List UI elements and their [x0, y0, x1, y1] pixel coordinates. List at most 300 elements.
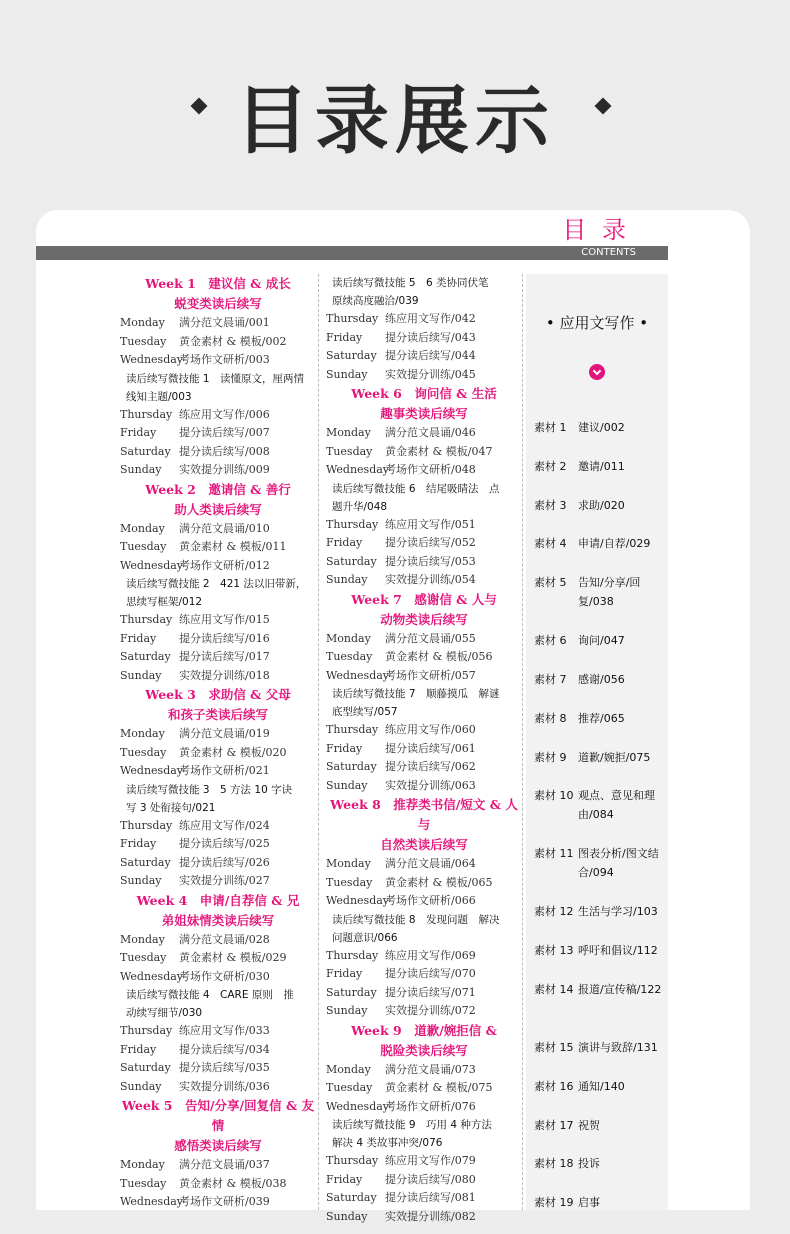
day-task: 黄金素材 & 模板/075 — [385, 1081, 493, 1094]
material-entry — [534, 1154, 664, 1173]
day-entry — [120, 351, 316, 370]
day-task: 实效提分训练/036 — [179, 1079, 270, 1093]
material-number: 素材 13 — [534, 944, 574, 958]
skill-label: 读后续写微技能 1 — [126, 372, 210, 385]
skill-line — [126, 781, 316, 799]
contents-title: 目 录 — [562, 216, 630, 244]
day-entry — [326, 443, 522, 462]
day-task: 提分读后续写/043 — [385, 330, 476, 344]
day-name: Saturday — [120, 650, 171, 663]
day-entry — [326, 965, 522, 984]
material-topic: 启事 — [578, 1196, 600, 1210]
material-topic: 感谢/056 — [578, 673, 625, 686]
material-topic: 报道/宣传稿/122 — [578, 983, 662, 996]
day-task: 练应用文写作/006 — [179, 407, 270, 421]
material-number: 素材 15 — [534, 1041, 574, 1054]
day-entry — [120, 744, 316, 763]
day-task: 满分范文晨诵/064 — [385, 857, 476, 870]
week-heading — [326, 590, 522, 630]
day-entry — [326, 347, 522, 366]
day-task: 练应用文写作/042 — [385, 312, 476, 325]
day-name: Tuesday — [120, 745, 167, 759]
day-name: Wednesday — [120, 353, 184, 366]
skill-entry — [326, 1116, 522, 1152]
skill-entry — [326, 911, 522, 947]
material-number: 素材 18 — [534, 1157, 574, 1171]
week-heading-line: Week 3 求助信 & 父母 — [145, 687, 291, 702]
skill-text: 巧用 4 种方法 — [426, 1119, 492, 1131]
day-name: Friday — [326, 1172, 363, 1186]
day-name: Saturday — [326, 760, 377, 773]
day-name: Sunday — [120, 1079, 162, 1093]
skill-entry — [326, 274, 522, 310]
day-task: 实效提分训练/009 — [179, 463, 270, 476]
material-number: 素材 12 — [534, 905, 574, 919]
day-name: Thursday — [326, 948, 379, 962]
day-task: 练应用文写作/015 — [179, 613, 270, 626]
material-number: 素材 4 — [534, 537, 567, 551]
day-task: 实效提分训练/072 — [385, 1004, 476, 1017]
material-entry — [534, 457, 664, 476]
day-entry — [326, 984, 522, 1003]
day-task: 练应用文写作/033 — [179, 1024, 270, 1037]
material-number: 素材 5 — [534, 576, 567, 590]
day-task: 提分读后续写/071 — [385, 985, 476, 999]
day-task: 提分读后续写/062 — [385, 760, 476, 773]
day-entry — [326, 1152, 522, 1171]
day-task: 考场作文研析/076 — [385, 1099, 476, 1113]
day-name: Tuesday — [120, 334, 167, 348]
day-entry — [326, 758, 522, 777]
day-task: 练应用文写作/069 — [385, 948, 476, 962]
day-entry — [326, 571, 522, 590]
day-name: Saturday — [326, 349, 377, 362]
day-name: Monday — [326, 426, 371, 439]
week-heading-line: Week 2 邀请信 & 善行 — [145, 481, 291, 497]
material-topic: 生活与学习/103 — [578, 905, 658, 919]
skill-entry — [120, 575, 316, 611]
day-name: Tuesday — [120, 540, 167, 553]
skill-line — [126, 370, 316, 388]
day-task: 实效提分训练/027 — [179, 874, 270, 887]
week-heading-line: Week 4 申请/自荐信 & 兄 — [136, 892, 300, 908]
day-task: 考场作文研析/048 — [385, 463, 476, 476]
day-name: Tuesday — [326, 1081, 373, 1094]
material-number: 素材 17 — [534, 1118, 574, 1132]
day-name: Friday — [326, 741, 363, 755]
material-topic: 邀请/011 — [578, 459, 625, 473]
day-entry — [120, 1041, 316, 1060]
material-number: 素材 1 — [534, 421, 567, 434]
week-heading — [326, 795, 522, 855]
day-name: Wednesday — [120, 969, 184, 983]
day-entry — [120, 949, 316, 968]
week-heading-line: 感悟类读后续写 — [174, 1138, 262, 1153]
day-name: Monday — [120, 521, 165, 535]
material-entry — [534, 670, 664, 689]
day-entry — [326, 516, 522, 535]
week-heading-line: 蜕变类读后续写 — [174, 296, 262, 311]
skill-text: 顺藤摸瓜 解谜 — [426, 688, 500, 700]
day-entry — [326, 1079, 522, 1098]
material-number: 素材 16 — [534, 1079, 574, 1093]
week-heading-line: 助人类读后续写 — [174, 501, 262, 517]
week-heading-line: Week 8 推荐类书信/短文 & 人与 — [330, 797, 518, 832]
day-entry — [120, 931, 316, 950]
skill-entry — [326, 480, 522, 516]
day-entry — [120, 630, 316, 649]
day-task: 提分读后续写/080 — [385, 1172, 476, 1186]
day-entry — [326, 1061, 522, 1080]
day-entry — [120, 611, 316, 630]
day-name: Wednesday — [326, 894, 390, 907]
skill-text: 6 类协同伏笔 — [426, 277, 489, 289]
skill-line: 解决 4 类故事冲突/076 — [332, 1137, 443, 1149]
day-task: 考场作文研析/012 — [179, 558, 270, 572]
toc-column-2 — [326, 274, 522, 1226]
day-name: Tuesday — [120, 951, 167, 964]
day-entry — [120, 520, 316, 539]
week-heading-line: 弟姐妹情类读后续写 — [161, 912, 275, 928]
skill-text: CARE 原则 推 — [220, 989, 294, 1001]
day-task: 提分读后续写/026 — [179, 855, 270, 869]
chevron-down-icon — [589, 364, 605, 380]
week-heading — [120, 891, 316, 931]
skill-label: 读后续写微技能 7 — [332, 688, 416, 700]
day-name: Sunday — [120, 463, 162, 476]
day-task: 考场作文研析/021 — [179, 764, 270, 777]
material-topic: 告知/分享/回复/038 — [578, 576, 641, 609]
day-name: Thursday — [120, 407, 173, 421]
material-entry — [534, 418, 664, 437]
material-number: 素材 2 — [534, 459, 567, 473]
day-task: 考场作文研析/030 — [179, 969, 270, 983]
day-name: Monday — [120, 727, 165, 740]
day-name: Thursday — [120, 818, 173, 832]
material-number: 素材 11 — [534, 847, 574, 861]
day-name: Wednesday — [326, 463, 390, 476]
material-topic: 通知/140 — [578, 1079, 625, 1093]
skill-text: 发现问题 解决 — [426, 913, 500, 926]
day-name: Monday — [326, 631, 371, 645]
day-entry — [326, 777, 522, 796]
material-entry — [534, 980, 664, 999]
day-entry — [120, 817, 316, 836]
day-task: 提分读后续写/017 — [179, 650, 270, 663]
day-entry — [326, 366, 522, 385]
material-entry — [534, 534, 664, 553]
day-entry — [120, 725, 316, 744]
material-topic: 投诉 — [578, 1157, 600, 1171]
day-name: Monday — [326, 1062, 371, 1076]
week-heading-line: Week 5 告知/分享/回复信 & 友情 — [121, 1098, 315, 1133]
skill-text: 421 法以旧带新， — [220, 578, 307, 590]
week-heading — [326, 1021, 522, 1061]
material-number: 素材 7 — [534, 673, 567, 686]
week-heading-line: Week 1 建议信 & 成长 — [145, 276, 291, 291]
material-entry — [534, 1038, 664, 1057]
day-task: 黄金素材 & 模板/011 — [179, 540, 287, 553]
day-entry — [120, 835, 316, 854]
day-name: Sunday — [326, 573, 368, 586]
skill-text: 读懂原文，厘两情 — [220, 372, 305, 385]
skill-line — [126, 986, 316, 1004]
material-entry — [534, 902, 664, 921]
day-name: Tuesday — [326, 444, 373, 458]
day-task: 实效提分训练/082 — [385, 1209, 476, 1223]
day-task: 黄金素材 & 模板/047 — [385, 444, 493, 458]
skill-line: 写 3 处衔接句/021 — [126, 801, 216, 814]
skill-line: 题升华/048 — [332, 500, 388, 513]
week-heading — [326, 384, 522, 424]
material-topic: 演讲与致辞/131 — [578, 1041, 658, 1054]
contents-subtitle: CONTENTS — [581, 247, 636, 258]
day-task: 提分读后续写/034 — [179, 1042, 270, 1056]
day-task: 黄金素材 & 模板/002 — [179, 334, 287, 348]
day-name: Saturday — [120, 855, 171, 869]
day-task: 提分读后续写/070 — [385, 967, 476, 980]
materials-panel — [526, 274, 668, 1210]
page-title: 目录展示 — [235, 78, 555, 164]
day-task: 提分读后续写/061 — [385, 741, 476, 755]
day-entry — [326, 534, 522, 553]
day-entry — [326, 667, 522, 686]
material-entry — [534, 1193, 664, 1212]
contents-bar — [36, 246, 668, 260]
material-topic: 建议/002 — [578, 421, 625, 434]
day-name: Friday — [120, 426, 157, 439]
day-entry — [326, 461, 522, 480]
day-name: Saturday — [120, 444, 171, 458]
material-topic: 询问/047 — [578, 634, 625, 648]
day-entry — [120, 1022, 316, 1041]
skill-entry — [120, 370, 316, 406]
day-entry — [120, 872, 316, 891]
day-name: Wednesday — [120, 764, 184, 777]
day-entry — [120, 1078, 316, 1097]
material-topic: 呼吁和倡议/112 — [578, 944, 658, 958]
day-entry — [326, 1002, 522, 1021]
week-heading-line: 自然类读后续写 — [380, 837, 468, 852]
material-number: 素材 19 — [534, 1196, 574, 1210]
material-entry — [534, 786, 664, 824]
day-task: 考场作文研析/057 — [385, 668, 476, 682]
material-entry — [534, 631, 664, 650]
skill-line: 底型续写/057 — [332, 706, 398, 718]
day-entry — [120, 443, 316, 462]
week-heading — [120, 274, 316, 314]
day-task: 练应用文写作/024 — [179, 818, 270, 832]
day-task: 满分范文晨诵/001 — [179, 316, 270, 329]
material-number: 素材 3 — [534, 498, 567, 512]
material-number: 素材 6 — [534, 634, 567, 648]
material-entry — [534, 573, 664, 611]
day-task: 提分读后续写/008 — [179, 444, 270, 458]
skill-label: 读后续写微技能 4 — [126, 989, 210, 1001]
day-name: Friday — [120, 631, 157, 645]
day-entry — [326, 648, 522, 667]
skill-entry — [326, 685, 522, 721]
day-entry — [120, 648, 316, 667]
day-task: 提分读后续写/025 — [179, 837, 270, 850]
skill-line: 动续写细节/030 — [126, 1007, 203, 1019]
day-task: 考场作文研析/066 — [385, 894, 476, 907]
material-number: 素材 14 — [534, 983, 574, 996]
week-heading-line: 动物类读后续写 — [380, 611, 468, 627]
day-task: 练应用文写作/060 — [385, 723, 476, 736]
day-task: 提分读后续写/053 — [385, 554, 476, 568]
day-entry — [326, 630, 522, 649]
week-heading-line: 和孩子类读后续写 — [167, 707, 268, 722]
day-name: Sunday — [120, 874, 162, 887]
day-name: Sunday — [326, 1004, 368, 1017]
day-name: Friday — [326, 536, 363, 549]
day-task: 满分范文晨诵/019 — [179, 727, 270, 740]
skill-line — [332, 1116, 522, 1134]
day-task: 实效提分训练/054 — [385, 573, 476, 586]
skill-line — [126, 575, 316, 593]
day-task: 黄金素材 & 模板/038 — [179, 1176, 287, 1190]
day-entry — [326, 892, 522, 911]
day-entry — [326, 424, 522, 443]
day-name: Tuesday — [120, 1176, 167, 1190]
week-heading-line: 趣事类读后续写 — [380, 406, 468, 421]
day-name: Wednesday — [326, 1099, 390, 1113]
day-entry — [326, 1171, 522, 1190]
day-task: 满分范文晨诵/010 — [179, 521, 270, 535]
day-name: Friday — [120, 1042, 157, 1056]
day-entry — [326, 855, 522, 874]
day-name: Sunday — [326, 778, 368, 792]
day-name: Thursday — [326, 312, 379, 325]
day-name: Monday — [120, 316, 165, 329]
week-heading-line: Week 7 感谢信 & 人与 — [351, 591, 497, 607]
day-name: Saturday — [326, 985, 377, 999]
day-entry — [120, 762, 316, 781]
skill-line: 线知主题/003 — [126, 390, 192, 403]
material-topic: 申请/自荐/029 — [578, 537, 651, 551]
day-task: 提分读后续写/044 — [385, 349, 476, 362]
day-name: Sunday — [326, 367, 368, 381]
skill-label: 读后续写微技能 2 — [126, 578, 210, 590]
material-entry — [534, 941, 664, 960]
day-task: 练应用文写作/051 — [385, 517, 476, 531]
day-name: Thursday — [120, 1024, 173, 1037]
day-task: 实效提分训练/063 — [385, 778, 476, 792]
material-number: 素材 8 — [534, 711, 567, 725]
day-entry — [326, 310, 522, 329]
day-name: Thursday — [326, 723, 379, 736]
day-name: Wednesday — [120, 1195, 184, 1208]
material-entry — [534, 1077, 664, 1096]
skill-label: 读后续写微技能 9 — [332, 1119, 416, 1131]
material-topic: 观点、意见和理由/084 — [578, 789, 655, 822]
day-name: Tuesday — [326, 875, 373, 889]
skill-line — [332, 911, 522, 929]
day-entry — [326, 1189, 522, 1208]
day-task: 黄金素材 & 模板/065 — [385, 875, 493, 889]
day-entry — [120, 667, 316, 686]
day-name: Monday — [120, 1158, 165, 1171]
day-entry — [326, 874, 522, 893]
day-task: 提分读后续写/081 — [385, 1191, 476, 1204]
day-name: Monday — [120, 932, 165, 946]
day-name: Friday — [326, 330, 363, 344]
skill-line: 思续写框架/012 — [126, 596, 203, 608]
material-entry — [534, 748, 664, 767]
day-entry — [120, 1175, 316, 1194]
day-task: 满分范文晨诵/028 — [179, 932, 270, 946]
day-entry — [120, 1193, 316, 1212]
day-name: Sunday — [120, 668, 162, 682]
materials-heading: • 应用文写作 • — [545, 314, 649, 332]
day-entry — [326, 947, 522, 966]
day-name: Saturday — [326, 1191, 377, 1204]
day-name: Sunday — [326, 1209, 368, 1223]
day-entry — [326, 740, 522, 759]
day-name: Tuesday — [326, 650, 373, 663]
day-entry — [326, 1208, 522, 1227]
day-entry — [120, 557, 316, 576]
day-name: Monday — [326, 857, 371, 870]
skill-line: 问题意识/066 — [332, 931, 398, 944]
day-entry — [326, 553, 522, 572]
day-task: 满分范文晨诵/055 — [385, 631, 476, 645]
material-topic: 祝贺 — [578, 1118, 600, 1132]
toc-column-1 — [120, 274, 316, 1212]
day-name: Saturday — [326, 554, 377, 568]
material-number: 素材 9 — [534, 750, 567, 764]
day-task: 提分读后续写/035 — [179, 1061, 270, 1074]
day-task: 实效提分训练/045 — [385, 367, 476, 381]
day-task: 提分读后续写/007 — [179, 426, 270, 439]
material-topic: 推荐/065 — [578, 711, 625, 725]
day-name: Wednesday — [120, 558, 184, 572]
material-entry — [534, 1116, 664, 1135]
day-entry — [326, 721, 522, 740]
banner — [0, 0, 790, 210]
day-task: 满分范文晨诵/037 — [179, 1158, 270, 1171]
day-task: 黄金素材 & 模板/029 — [179, 951, 287, 964]
day-entry — [120, 461, 316, 480]
skill-entry — [120, 986, 316, 1022]
day-entry — [120, 1059, 316, 1078]
material-topic: 求助/020 — [578, 498, 625, 512]
day-name: Thursday — [120, 613, 173, 626]
week-heading — [120, 685, 316, 725]
day-task: 提分读后续写/052 — [385, 536, 476, 549]
material-entry — [534, 496, 664, 515]
day-task: 考场作文研析/003 — [179, 353, 270, 366]
week-heading-line: 脱险类读后续写 — [380, 1042, 468, 1058]
day-task: 练应用文写作/079 — [385, 1154, 476, 1167]
skill-line — [332, 685, 522, 703]
day-name: Thursday — [326, 1154, 379, 1167]
material-topic: 道歉/婉拒/075 — [578, 750, 651, 764]
skill-label: 读后续写微技能 8 — [332, 913, 416, 926]
day-entry — [120, 968, 316, 987]
skill-text: 5 方法 10 字诀 — [220, 783, 293, 796]
day-name: Saturday — [120, 1061, 171, 1074]
material-entry — [534, 844, 664, 882]
week-heading — [120, 480, 316, 520]
week-heading-line: Week 6 询问信 & 生活 — [351, 386, 497, 401]
material-topic: 图表分析/图文结合/094 — [578, 847, 659, 880]
skill-entry — [120, 781, 316, 817]
skill-label: 读后续写微技能 3 — [126, 783, 210, 796]
week-heading-line: Week 9 道歉/婉拒信 & — [351, 1022, 497, 1038]
skill-text: 结尾吸睛法 点 — [426, 482, 500, 495]
